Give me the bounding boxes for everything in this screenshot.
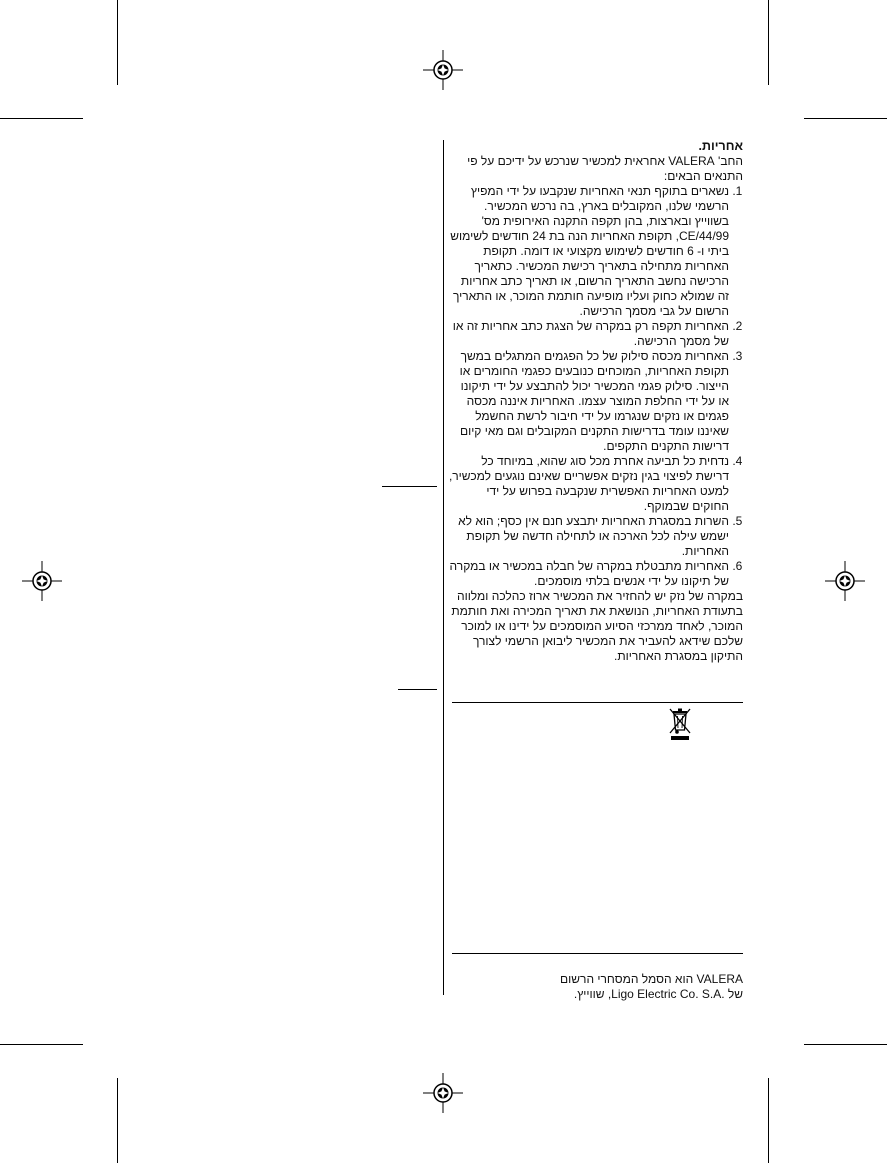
warranty-condition: 1. נשארים בתוקף תנאי האחריות שנקבעו על ידי המפיץ הרשמי שלנו, המקובלים בארץ, בה נרכש המכשיר. בשווייץ ובארצות, בהן תקפה התקנה האירופית מס' 44/99/CE, תקופת האחריות הנה בת 24 חודשים לשימוש ביתי ו- 6 חודשים לשימוש מקצועי או דומה. תקופת האחריות מתחילה בתאריך רכישת המכשיר. כתאריך הרכישה נחשב התאריך הרשום, או תאריך כתב אחריות זה שמולא כחוק ועליו מופיעה חותמת המוכר, או התאריך הרשום על גבי מסמך הרכישה. <box>447 184 729 319</box>
crop-mark-top-left-horizontal <box>0 118 83 119</box>
warranty-condition: 4. נדחית כל תביעה אחרת מכל סוג שהוא, במיוחד כל דרישת לפיצוי בגין נזקים אפשריים שאינם נוגעים למכשיר, למעט האחריות האפשרית שנקבעה בפרוש על ידי החוקים שבמוקף. <box>447 454 729 514</box>
footer-separator <box>452 953 743 954</box>
registration-crosshair-icon <box>423 50 463 90</box>
column-divider <box>443 140 444 995</box>
registration-crosshair-icon <box>423 1073 463 1113</box>
warranty-condition: 3. האחריות מכסה סילוק של כל הפגמים המתגלים במשך תקופת האחריות, המוכחים כנובעים כפגמי החומרים או הייצור. סילוק פגמי המכשיר יכול להתבצע על ידי תיקונו או על ידי החלפת המוצר עצמו. האחריות איננה מכסה פגמים או נזקים שנגרמו על ידי חיבור לרשת החשמל שאיננו עומד בדרישות התקנים המקובלים וגם מאי קיום דרישות התקנים התקפים. <box>447 349 729 454</box>
crop-mark-top-right-vertical <box>768 0 769 85</box>
crop-mark-top-right-horizontal <box>804 118 887 119</box>
warranty-condition: 5. השרות במסגרת האחריות יתבצע חנם אין כסף; הוא לא ישמש עילה לכל הארכה או לתחילה חדשה של תקופת האחריות. <box>447 514 729 559</box>
margin-mark-upper <box>382 486 437 487</box>
crop-mark-top-left-vertical <box>117 0 118 85</box>
warranty-section <box>447 139 743 664</box>
crossed-out-wheelie-bin-icon <box>668 706 692 742</box>
trademark-line-2: של .Ligo Electric Co. S.A, שווייץ. <box>573 987 743 1001</box>
trademark-notice <box>447 972 743 1002</box>
section-separator <box>452 702 743 703</box>
warranty-closing: במקרה של נזק יש להחזיר את המכשיר ארוז כהלכה ומלווה בתעודת האחריות, הנושאת את תאריך המכירה ואת חותמת המוכר, לאחד ממרכזי הסיוע המוסמכים על ידינו או למוכר שלכם שידאג להעביר את המכשיר ליבואן הרשמי לצורך התיקון במסגרת האחריות. <box>451 589 743 663</box>
warranty-conditions-list <box>447 184 743 589</box>
warranty-condition: 6. האחריות מתבטלת במקרה של חבלה במכשיר או במקרה של תיקונו על ידי אנשים בלתי מוסמכים. <box>447 559 729 589</box>
crop-mark-bottom-left-vertical <box>117 1078 118 1163</box>
crop-mark-bottom-right-horizontal <box>804 1044 887 1045</box>
crop-mark-bottom-right-vertical <box>768 1078 769 1163</box>
trademark-line-1: VALERA הוא הסמל המסחרי הרשום <box>560 972 743 986</box>
crop-mark-bottom-left-horizontal <box>0 1044 83 1045</box>
margin-mark-lower <box>398 689 437 690</box>
registration-crosshair-icon <box>22 561 62 601</box>
warranty-condition: 2. האחריות תקפה רק במקרה של הצגת כתב אחריות זה או של מסמך הרכישה. <box>447 319 729 349</box>
registration-crosshair-icon <box>825 561 865 601</box>
warranty-intro: החב' VALERA אחראית למכשיר שנרכש על ידיכם על פי התנאים הבאים: <box>467 154 743 183</box>
warranty-title: אחריות. <box>698 139 743 153</box>
